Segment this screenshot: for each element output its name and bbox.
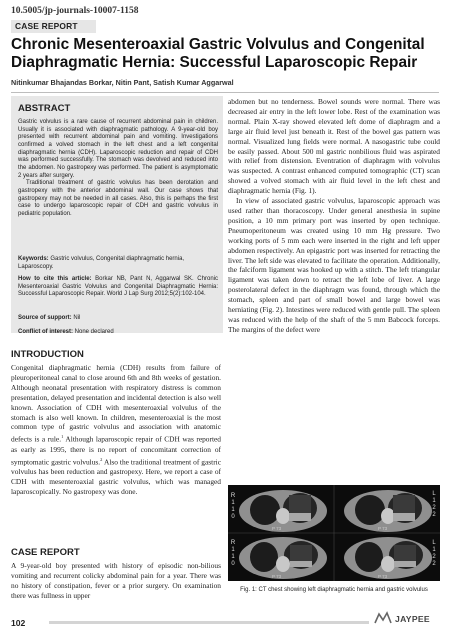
introduction-paragraph [11,363,221,497]
reference-2: 2 [100,456,103,462]
doi-line: 10.5005/jp-journals-10007-1158 [11,6,139,16]
title-line-1: Chronic Mesenteroaxial Gastric Volvulus and Congenital [11,36,425,53]
page-number: 102 [11,618,26,628]
case-report-heading: CASE REPORT [11,547,80,558]
footer-bar [49,621,369,624]
citation-text: Borkar NB, Pant N, Aggarwal SK. Chronic Mesenteroaxial Gastric Volvulus and Congenital Diaphragmatic Hernia: Successful Laparoscopic Repair. World J Lap Surg 2012;5(2):102-104. [18,276,218,298]
reference-1: 1 [61,434,64,440]
author-list: Nitinkumar Bhajandas Borkar, Nitin Pant, Satish Kumar Aggarwal [11,78,234,87]
abstract-body [18,119,218,219]
intro-text-a: Congenital diaphragmatic hernia (CDH) results from failure of pleuroperitoneal canal to close around 6th and 8th weeks of gestation. Although neonatal presentation with respiratory distress is common presentation, delayed presentation and incidental detection is also well known. Association of CDH with mesenteroaxial volvulus of the stomach is also well known. In children, mesenteroaxial is the most common type of gastric volvulus and association with anatomic defects is a rule. [11,363,221,444]
jaypee-logo-icon [373,611,393,625]
right-paragraph-2: In view of associated gastric volvulus, laparoscopic approach was used rather than thoracoscopy. Under general anesthesia in supine position, a 10 mm primary port was inserted by open technique. Pneumoperitoneum was created using 10 mm Hg pressure. Two working ports of 5 mm each were inserted in the right and left upper abdomen respectively. An epigastric port was inserted for retracting the liver. The left side was elevated to facilitate the operation. Additionally, the falciform ligament was hooked up with a stitch. The left triangular ligament was taken down to retract the left lobe of liver. A large posterolateral defect in the diaphragm was found, through which the stomach, spleen and part of small bowel and large bowel was herniating (Fig. 2). Intestines were reduced with gentle pull. The spleen was reduced with the help of the shaft of the 5 mm Babcock forceps. The margins of the defect were [228,196,440,334]
introduction-body [11,363,221,497]
ct-chest-figure [228,485,440,581]
figure-left-label-bottom: R 1 1 0 [230,540,236,567]
citation [18,276,218,299]
figure-tag-top-left: P 73 [272,526,282,531]
keywords [18,256,218,271]
figure-right-label-bottom: L 1 2 2 [432,540,436,567]
source-of-support [18,315,80,321]
abstract-heading: ABSTRACT [18,103,71,114]
figure-left-label-top: R 1 1 0 [230,493,236,520]
citation-label: How to cite this article: [18,276,92,282]
figure-right-label-top: L 1 2 2 [432,491,436,518]
right-paragraph-1: abdomen but no tenderness. Bowel sounds were normal. There was decreased air entry in the left lower lobe. Rest of the examination was normal. Plain X-ray showed elevated left dome of diaphragm and a large air fluid level just beneath it. Rest of the bowel gas pattern was normal. Visualized lung fields were normal. A nasogastric tube could be easily passed. About 500 ml gastric nonbilious fluid was aspirated with relief from distension. Eventration of diaphragm with volvulus was suspected. A contrast enhanced computed tomographic (CT) scan showed a volved stomach with air fluid level in the left chest and diaphragmatic hernia (Fig. 1). [228,97,440,196]
conflict-value: None declared [73,329,114,335]
source-value: Nil [71,315,81,321]
introduction-heading: INTRODUCTION [11,349,84,360]
figure-tag-bottom-right: P 73 [378,574,388,579]
keywords-label: Keywords: [18,256,49,262]
figure-tag-top-right: P 73 [378,526,388,531]
ct-slice-bottom-left [239,537,327,579]
article-type-badge: CASE REPORT [11,20,96,33]
article-title [11,36,443,71]
title-line-2: Diaphragmatic Hernia: Successful Laparoscopic Repair [11,53,418,71]
keywords-text: Gastric volvulus, Congenital diaphragmatic hernia, Laparoscopy. [18,256,185,270]
intro-text-b: Although laparoscopic repair of CDH was reported as early as 1995, there is no report of concomitant correction of symptomatic gastric volvulus. [11,434,221,467]
abstract-paragraph-1: Gastric volvulus is a rare cause of recurrent abdominal pain in children. Usually it is associated with diaphragmatic pathology. A 9-year-old boy presented with recurrent abdominal pain and vomiting. Investigations confirmed a volved stomach in the left chest and a left congenital diaphragmatic hernia (CDH). Laparoscopic reduction and repair of CDH was performed successfully. The stomach was devolved and reduced into the abdomen. No gastropexy was performed. The patient is asymptomatic 2 years after surgery. [18,119,218,179]
publisher-logo-text: JAYPEE [395,614,430,624]
source-label: Source of support: [18,315,72,321]
conflict-of-interest [18,329,114,335]
ct-slice-bottom-right [344,537,432,579]
right-column-body [228,97,440,335]
conflict-label: Conflict of interest: [18,329,73,335]
header-divider [11,92,439,93]
case-report-body [11,561,221,601]
ct-scan-images [228,485,440,581]
case-report-paragraph: A 9-year-old boy presented with history of episodic non-bilious vomiting and recurrent colicky abdominal pain for a year. There was no history of constipation, fever or a prior surgery. On examination there was fullness in upper [11,561,221,600]
intro-text-c: Also the traditional treatment of gastric volvulus has been reduction and gastropexy. Here, we report a case of CDH with mesenteroaxial gastric volvulus, which was managed laparoscopically. No gastropexy was done. [11,457,221,496]
ct-slice-top-right [344,490,432,532]
abstract-paragraph-2: Traditional treatment of gastric volvulus has been derotation and gastropexy with the anterior abdominal wall. Our case shows that gastropexy may not be needed in all cases. Also, this is perhaps the first case to undergo laparoscopic repair of CDH and gastric volvulus in pediatric population. [18,180,218,217]
ct-slice-top-left [239,490,327,532]
figure-caption: Fig. 1: CT chest showing left diaphragmatic hernia and gastric volvulus [240,587,428,593]
figure-tag-bottom-left: P 73 [272,574,282,579]
